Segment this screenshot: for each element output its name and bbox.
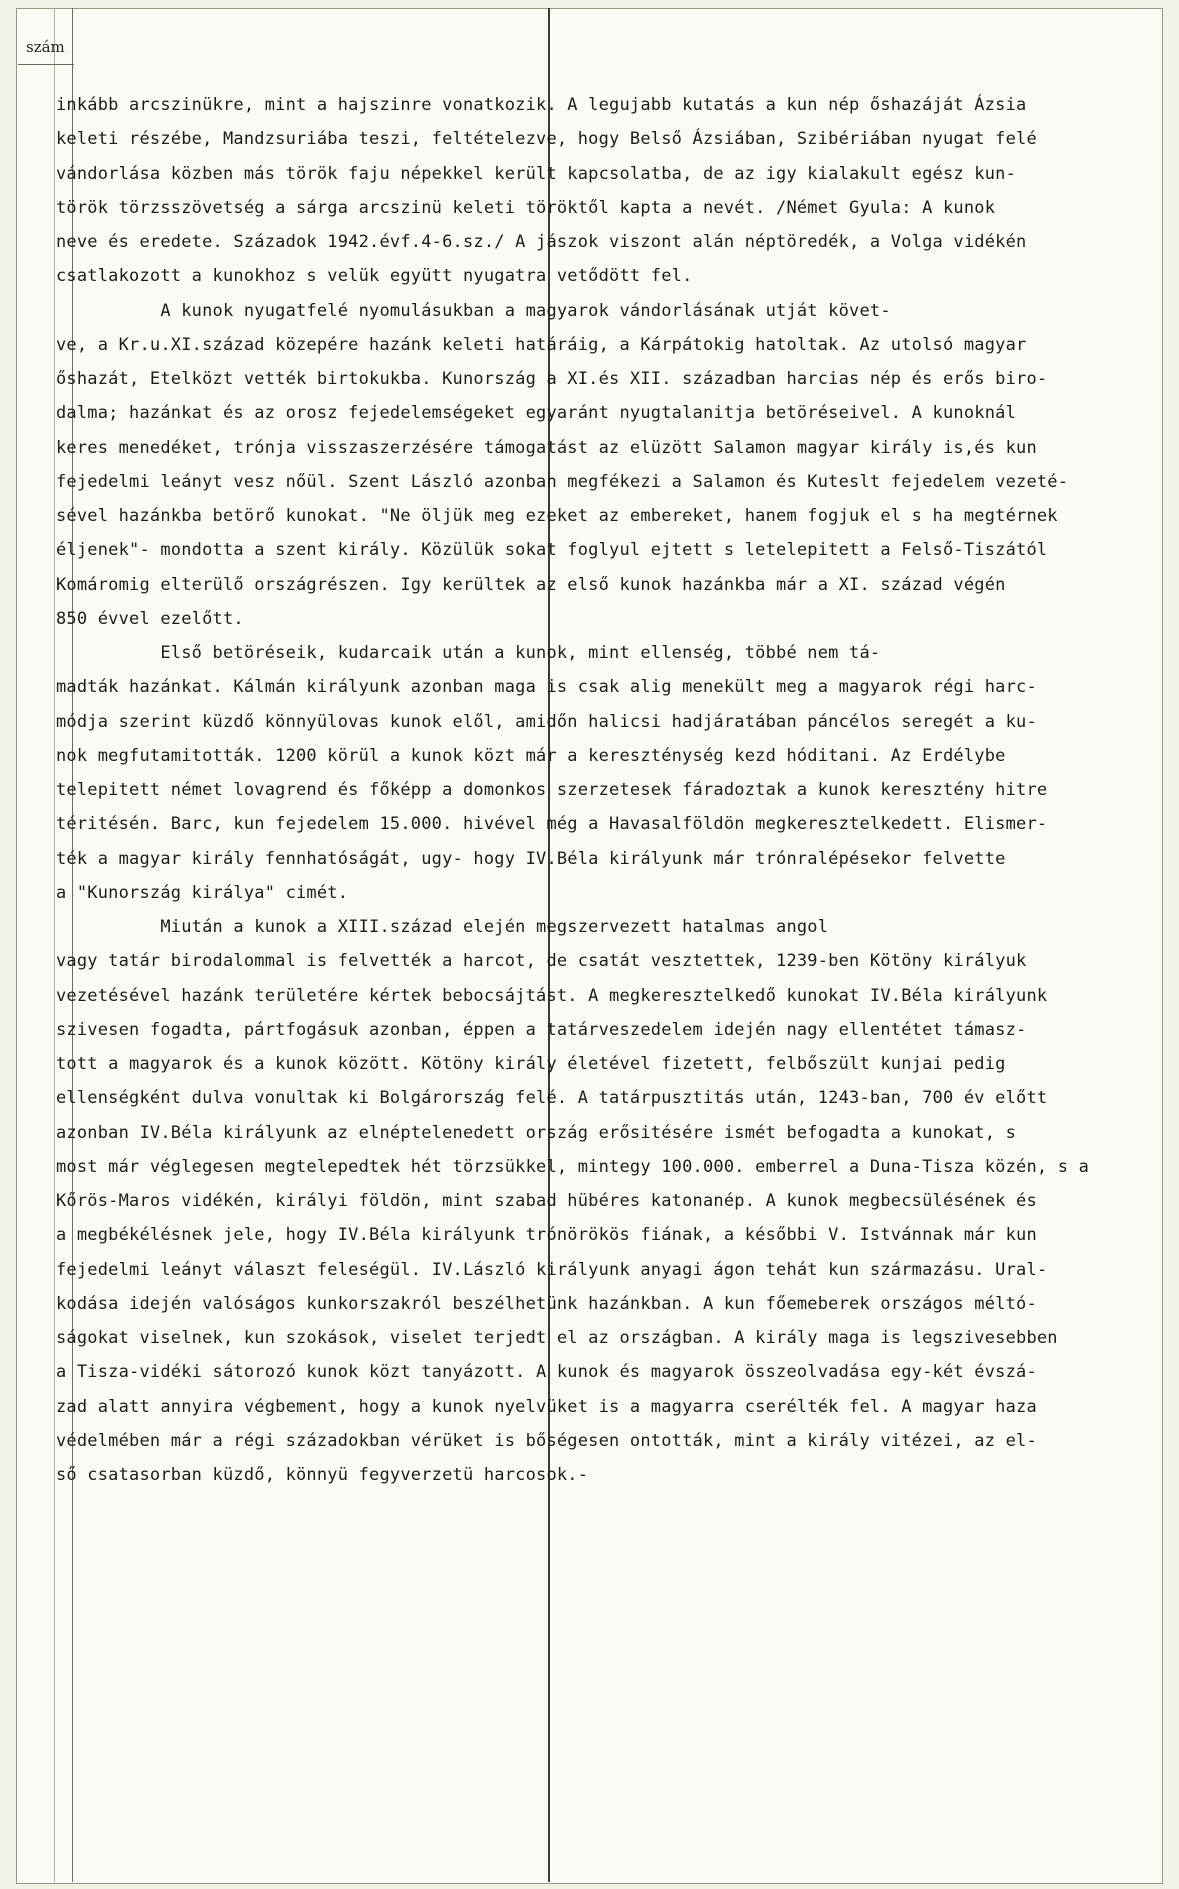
text-line: Komáromig elterülő országrészen. Igy kerültek az első kunok hazánkba már a XI. század végén [56,574,1006,595]
text-line: Miután a kunok a XIII.század elején megszervezett hatalmas angol [56,917,829,937]
header-underline [18,64,74,65]
typed-text-body [56,88,1146,1492]
text-line: ték a magyar király fennhatóságát, ugy- hogy IV.Béla királyunk már trónralépésekor felvette [56,848,1006,869]
text-line: módja szerint küzdő könnyülovas kunok elől, amidőn halicsi hadjáratában páncélos seregét a ku- [56,711,1037,732]
text-line: a "Kunország királya" cimét. [56,882,349,903]
text-line: a Tisza-vidéki sátorozó kunok közt tanyázott. A kunok és magyarok összeolvadása egy-két évszá- [56,1362,1037,1383]
text-line: ső csatasorban küzdő, könnyü fegyverzetü harcosok.- [56,1465,589,1485]
text-line: téritésén. Barc, kun fejedelem 15.000. hivével még a Havasalföldön megkeresztelkedett. Elismer- [56,814,1048,835]
text-line: ságokat viselnek, kun szokások, viselet terjedt el az országban. A király maga is legszivesebben [56,1328,1058,1348]
text-line: szivesen fogadta, pártfogásuk azonban, éppen a tatárveszedelem idején nagy ellentétet támasz- [56,1019,1027,1040]
text-line: neve és eredete. Századok 1942.évf.4-6.sz./ A jászok viszont alán néptöredék, a Volga vidékén [56,232,1027,252]
text-line: a megbékélésnek jele, hogy IV.Béla királyunk trónörökös fiának, a későbbi V. Istvánnak már kun [56,1225,1037,1246]
text-line: őshazát, Etelközt vették birtokukba. Kunország a XI.és XII. században harcias nép és erős biro- [56,369,1048,389]
text-line: tott a magyarok és a kunok között. Kötöny király életével fizetett, felbőszült kunjai pedig [56,1054,1006,1074]
text-line: sével hazánkba betörő kunokat. "Ne öljük meg ezeket az embereket, hanem fogjuk el s ha megtérnek [56,506,1058,526]
text-line: inkább arcszinükre, mint a hajszinre vonatkozik. A legujabb kutatás a kun nép őshazáját Ázsia [56,95,1027,115]
text-line: csatlakozott a kunokhoz s velük együtt nyugatra vetődött fel. [56,266,693,287]
text-line: 850 évvel ezelőtt. [56,608,244,629]
text-line: Kőrös-Maros vidékén, királyi földön, mint szabad hübéres katonanép. A kunok megbecsülésének és [56,1191,1037,1211]
text-line: zad alatt annyira végbement, hogy a kunok nyelvüket is a magyarra cserélték fel. A magyar haza [56,1396,1037,1417]
text-line: telepitett német lovagrend és főképp a domonkos szerzetesek fáradoztak a kunok keresztény hitre [56,780,1048,800]
text-line: keleti részébe, Mandzsuriába teszi, feltételezve, hogy Belső Ázsiában, Szibériában nyugat felé [56,129,1037,150]
text-line: fejedelmi leányt választ feleségül. IV.László királyunk anyagi ágon tehát kun származásu. Ural- [56,1259,1048,1280]
text-line: fejedelmi leányt vesz nőül. Szent László azonban megfékezi a Salamon és Kuteslt fejedelem vezeté- [56,471,1069,492]
text-line: ve, a Kr.u.XI.század közepére hazánk keleti határáig, a Kárpátokig hatoltak. Az utolsó magyar [56,334,1027,355]
text-line: vagy tatár birodalommal is felvették a harcot, de csatát vesztettek, 1239-ben Kötöny királyuk [56,951,1027,972]
header-label: szám [26,38,65,56]
text-line: védelmében már a régi századokban vérüket is bőségesen ontották, mint a király vitézei, az el- [56,1430,1037,1451]
text-line: azonban IV.Béla királyunk az elnéptelenedett ország erősitésére ismét befogadta a kunokat, s [56,1122,1017,1143]
text-line: nok megfutamitották. 1200 körül a kunok közt már a kereszténység kezd hóditani. Az Erdélybe [56,745,1006,766]
text-line: kodása idején valóságos kunkorszakról beszélhetünk hazánkban. A kun főemeberek országos méltó- [56,1293,1037,1314]
text-line: ellenségként dulva vonultak ki Bolgárország felé. A tatárpusztitás után, 1243-ban, 700 év előtt [56,1088,1048,1109]
text-line: éljenek"- mondotta a szent király. Közülük sokat foglyul ejtett s letelepitett a Felső-Tiszától [56,540,1048,561]
text-line: török törzsszövetség a sárga arcszinü keleti töröktől kapta a nevét. /Német Gyula: A kunok [56,197,996,218]
margin-rule-outer [54,8,55,1882]
text-line: most már véglegesen megtelepedtek hét törzsükkel, mintegy 100.000. emberrel a Duna-Tisza közén, s a [56,1156,1090,1177]
text-line: keres menedéket, trónja visszaszerzésére támogatást az elüzött Salamon magyar király is,és kun [56,437,1037,458]
text-line: Első betöréseik, kudarcaik után a kunok, mint ellenség, többé nem tá- [56,643,881,663]
text-line: vezetésével hazánk területére kértek bebocsájtást. A megkeresztelkedő kunokat IV.Béla királyunk [56,985,1048,1006]
text-line: madták hazánkat. Kálmán királyunk azonban maga is csak alig menekült meg a magyarok régi harc- [56,677,1037,698]
text-line: A kunok nyugatfelé nyomulásukban a magyarok vándorlásának utját követ- [56,300,891,321]
text-line: vándorlása közben más török faju népekkel került kapcsolatba, de az igy kialakult egész kun- [56,163,1017,184]
text-line: dalma; hazánkat és az orosz fejedelemségeket egyaránt nyugtalanitja betöréseivel. A kunoknál [56,403,1017,424]
